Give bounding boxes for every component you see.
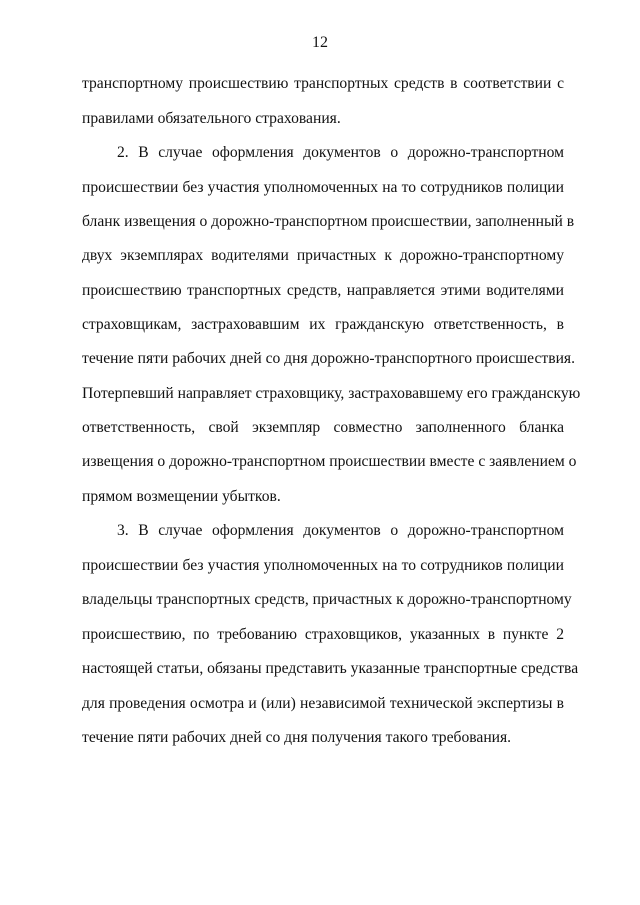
text-line: бланк извещения о дорожно-транспортном происшествии, заполненный в [82,213,575,230]
text-line: извещения о дорожно-транспортном происшествии вместе с заявлением о [82,453,577,470]
text-line: двух экземплярах водителями причастных к дорожно-транспортному [82,247,564,264]
text-line: течение пяти рабочих дней со дня дорожно-транспортного происшествия. [82,350,575,367]
text-line: течение пяти рабочих дней со дня получения такого требования. [82,729,512,746]
text-line: происшествию, по требованию страховщиков, указанных в пункте 2 [82,626,564,643]
text-line: происшествию транспортных средств, направляется этими водителями [82,282,564,299]
page-number: 12 [312,34,328,51]
text-line: правилами обязательного страхования. [82,110,341,127]
text-line: 2. В случае оформления документов о дорожно-транспортном [117,144,564,161]
text-line: транспортному происшествию транспортных средств в соответствии с [82,75,564,92]
text-line: прямом возмещении убытков. [82,488,281,505]
text-line: настоящей статьи, обязаны представить указанные транспортные средства [82,660,579,677]
text-line: страховщикам, застраховавшим их гражданскую ответственность, в [82,316,564,333]
text-line: происшествии без участия уполномоченных на то сотрудников полиции [82,179,564,196]
text-line: ответственность, свой экземпляр совместно заполненного бланка [82,419,564,436]
text-line: Потерпевший направляет страховщику, застраховавшему его гражданскую [82,385,581,402]
text-line: 3. В случае оформления документов о дорожно-транспортном [117,522,564,539]
text-line: владельцы транспортных средств, причастных к дорожно-транспортному [82,591,572,608]
text-line: для проведения осмотра и (или) независимой технической экспертизы в [82,695,564,712]
text-line: происшествии без участия уполномоченных на то сотрудников полиции [82,557,564,574]
